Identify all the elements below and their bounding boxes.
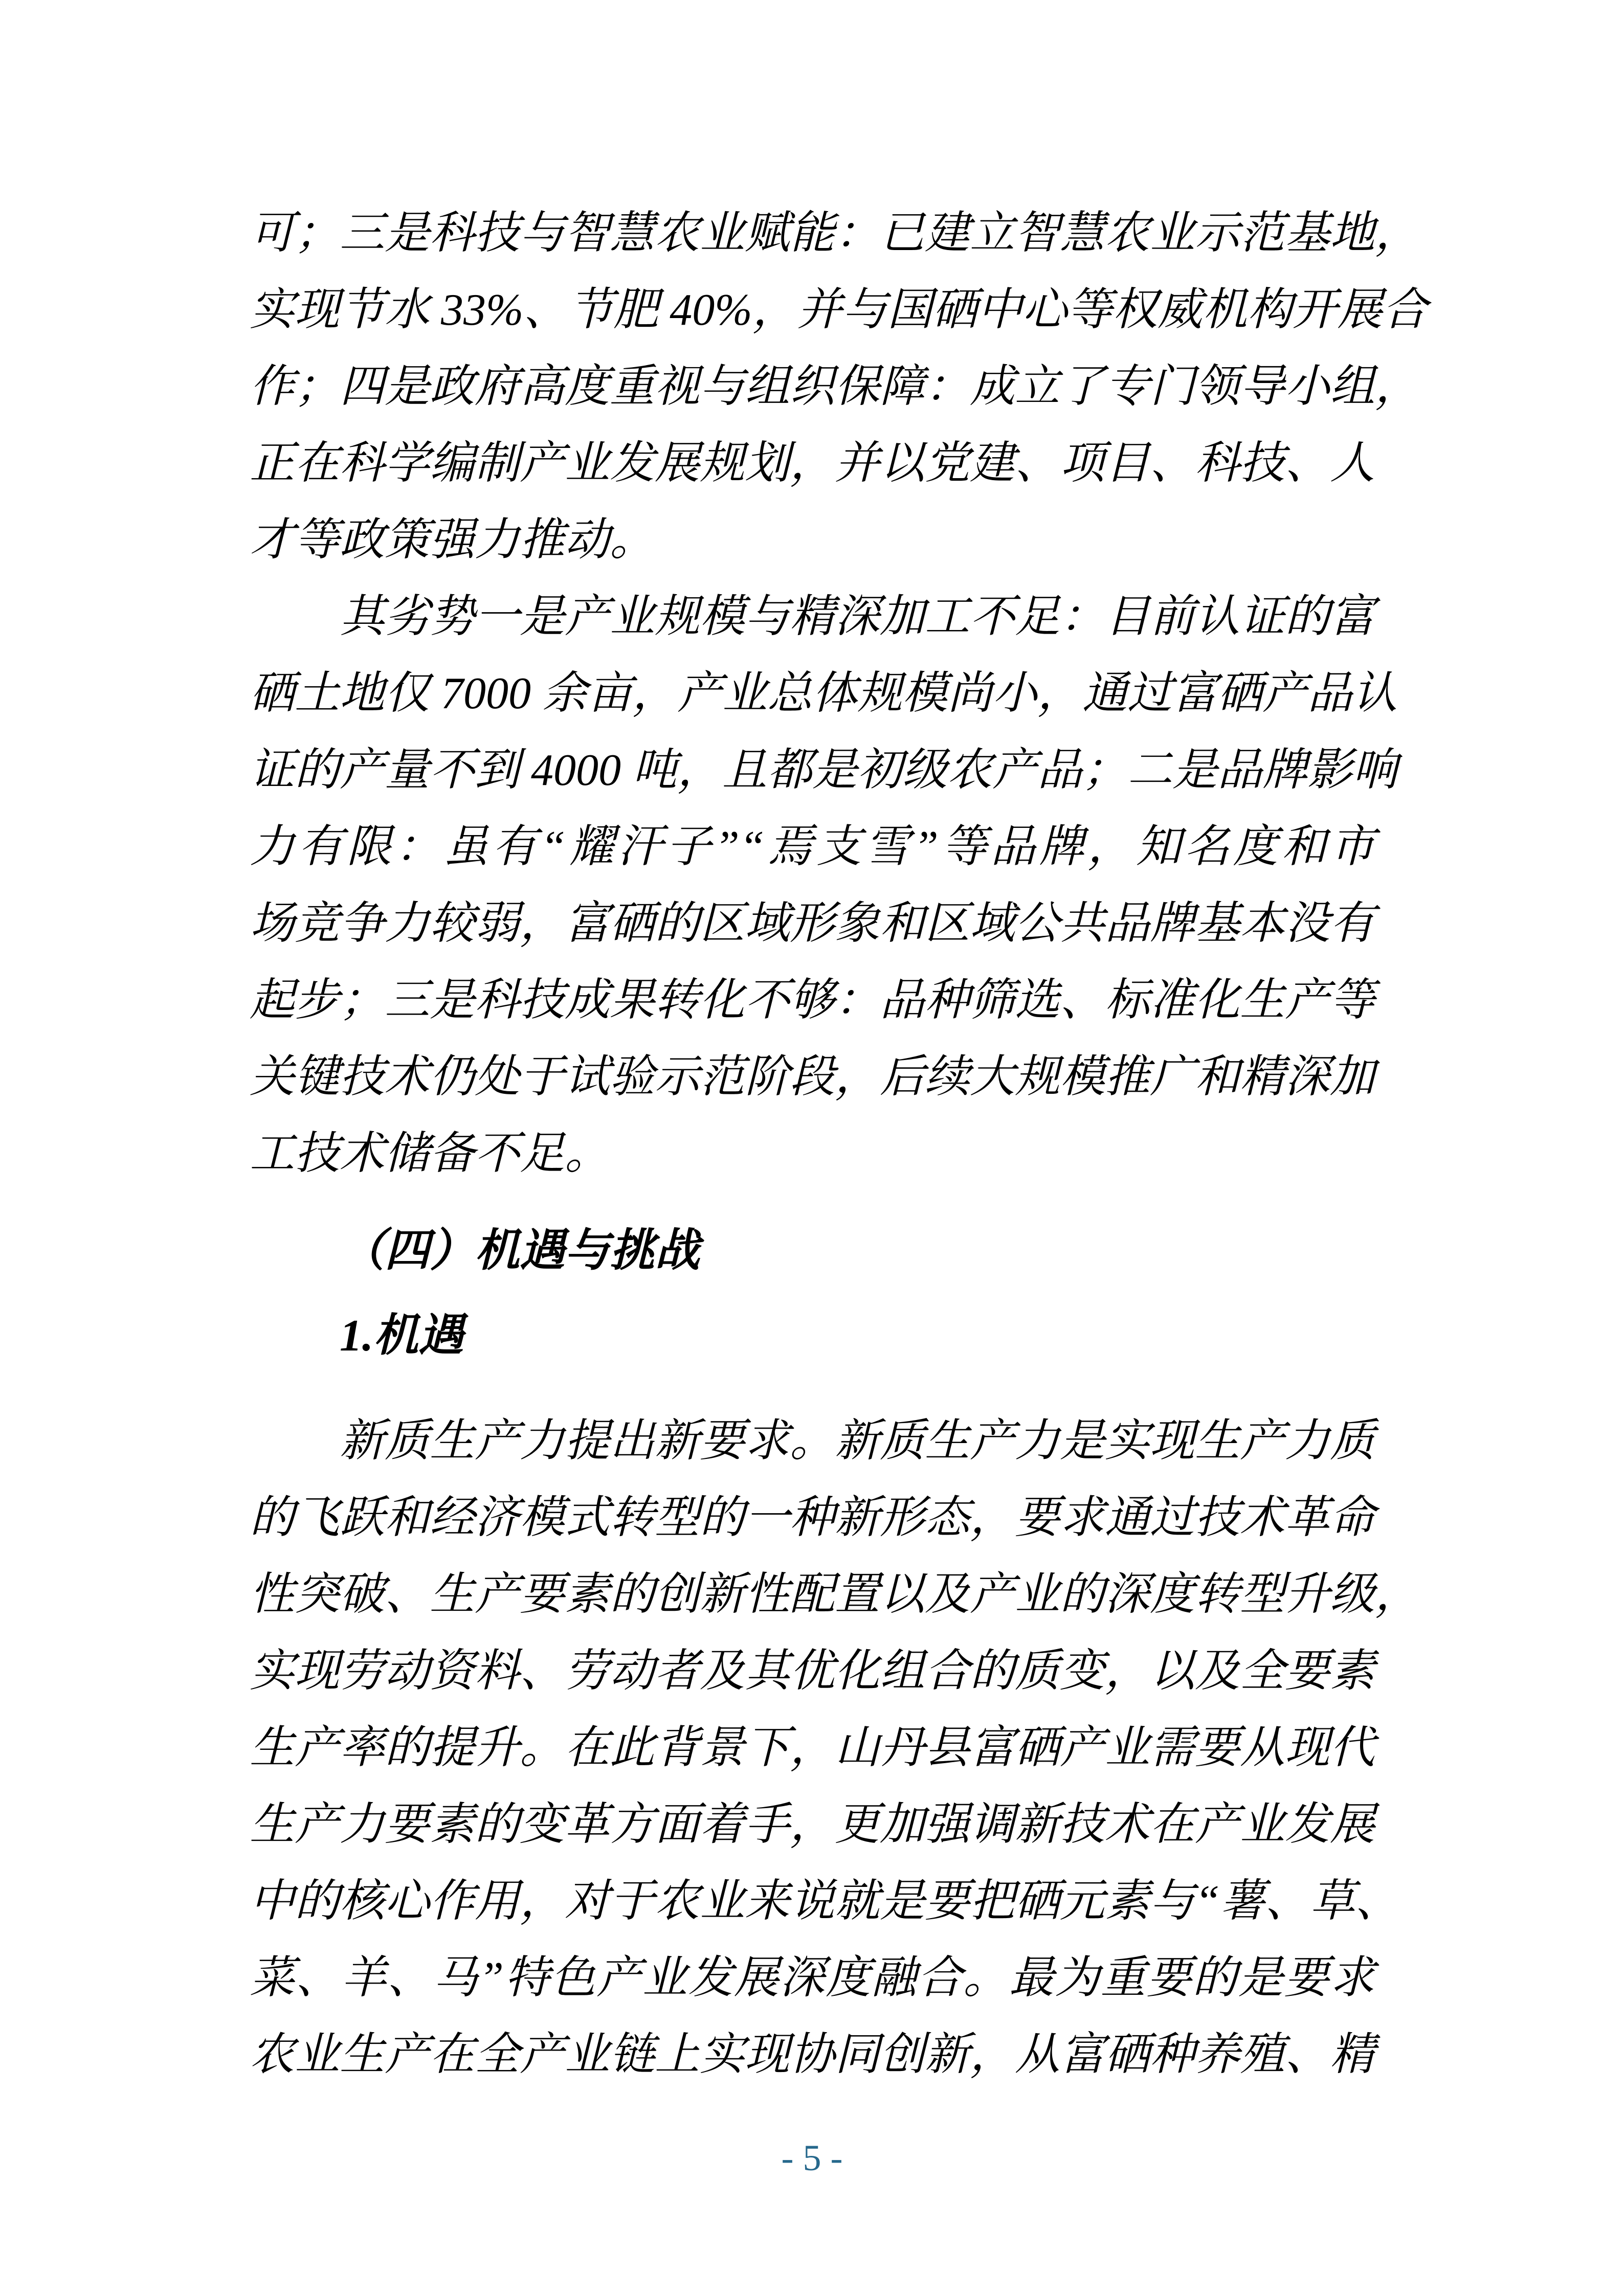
body-line: 新质生产力提出新要求。新质生产力是实现生产力质 [340, 1416, 1375, 1466]
body-line: 证的产量不到 4000 吨，且都是初级农产品；二是品牌影响 [250, 746, 1398, 795]
body-line: 作；四是政府高度重视与组织保障：成立了专门领导小组， [250, 362, 1420, 412]
section-heading: （四）机遇与挑战 [340, 1226, 700, 1276]
subsection-heading: 1.机遇 [340, 1311, 464, 1361]
body-line: 实现节水 33%、节肥 40%，并与国硒中心等权威机构开展合 [250, 285, 1428, 335]
body-line: 农业生产在全产业链上实现协同创新，从富硒种养殖、精 [250, 2030, 1375, 2080]
body-line: 性突破、生产要素的创新性配置以及产业的深度转型升级， [250, 1570, 1420, 1619]
body-line: 工技术储备不足。 [250, 1129, 610, 1179]
body-line: 场竞争力较弱，富硒的区域形象和区域公共品牌基本没有 [250, 899, 1375, 949]
page-number: - 5 - [781, 2137, 843, 2178]
body-line: 菜、羊、马”特色产业发展深度融合。最为重要的是要求 [250, 1953, 1375, 2003]
body-line: 起步；三是科技成果转化不够：品种筛选、标准化生产等 [250, 976, 1375, 1025]
body-line: 才等政策强力推动。 [250, 515, 655, 565]
body-line: 正在科学编制产业发展规划，并以党建、项目、科技、人 [250, 439, 1375, 488]
body-line: 生产力要素的变革方面着手，更加强调新技术在产业发展 [250, 1800, 1375, 1850]
body-line: 其劣势一是产业规模与精深加工不足：目前认证的富 [340, 592, 1375, 642]
body-line: 关键技术仍处于试验示范阶段，后续大规模推广和精深加 [250, 1052, 1375, 1102]
body-line: 生产率的提升。在此背景下，山丹县富硒产业需要从现代 [250, 1723, 1375, 1773]
body-line: 中的核心作用，对于农业来说就是要把硒元素与“薯、草、 [250, 1877, 1400, 1926]
body-line: 实现劳动资料、劳动者及其优化组合的质变，以及全要素 [250, 1647, 1375, 1696]
body-line: 力有限：虽有“耀汗子”“焉支雪”等品牌，知名度和市 [250, 822, 1375, 872]
body-line: 硒土地仅 7000 余亩，产业总体规模尚小，通过富硒产品认 [250, 669, 1398, 718]
body-line: 可；三是科技与智慧农业赋能：已建立智慧农业示范基地， [250, 209, 1420, 258]
body-line: 的飞跃和经济模式转型的一种新形态，要求通过技术革命 [250, 1493, 1375, 1543]
document-body [250, 195, 1428, 2094]
